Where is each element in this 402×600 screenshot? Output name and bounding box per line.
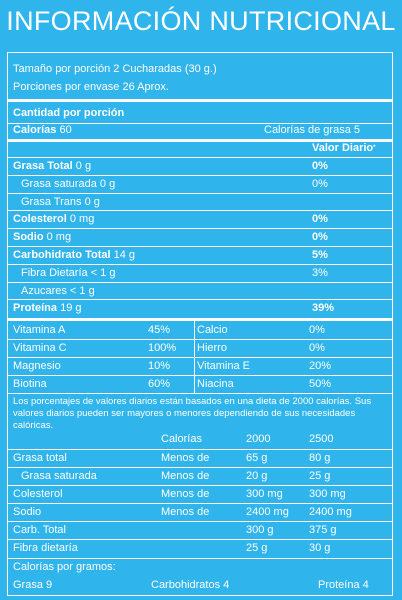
divider-dv [8,157,392,158]
ref-row-2500: 25 g [309,470,331,482]
divider-nutrient [8,299,392,300]
divider-nutrient [8,228,392,229]
vitamin-left-label: Magnesio [13,360,61,372]
fat-calories: Calorías de grasa 5 [264,124,360,136]
amount-header: Cantidad por porción [13,107,125,119]
cpg-protein: Proteína 4 [318,579,369,591]
ref-row-2500: 30 g [309,542,331,554]
nutrient-amount: 0 g [99,177,116,190]
nutrition-facts-panel [7,52,393,596]
nutrient-amount: < 1 g [90,266,116,279]
divider-ref-row [8,521,392,522]
ref-header-2000: 2000 [246,433,271,445]
serving-size: Tamaño por porción 2 Cucharadas (30 g.) [13,63,217,75]
ref-row-name: Colesterol [13,488,63,500]
nutrient-label: Grasa Total [13,160,73,172]
nutrient-row [13,160,91,173]
daily-value-asterisk: * [373,145,376,151]
nutrient-row [21,267,115,280]
nutrient-amount: 19 g [60,302,82,315]
ref-row-2500: 300 mg [309,488,346,500]
footnote-line: calóricas. [13,420,54,431]
ref-row-2000: 300 mg [246,488,283,500]
ref-row-2000: 25 g [246,542,268,554]
ref-row-2000: 20 g [246,470,268,482]
divider-ref-row [8,485,392,486]
nutrient-amount: 0 g [84,195,100,208]
ref-row-2500: 375 g [309,524,337,536]
ref-row-name: Grasa total [13,452,67,464]
daily-value-label: Valor Diario [312,142,374,154]
nutrient-amount: 0 g [75,160,92,172]
divider-vitamins [8,393,392,394]
nutrient-row [21,196,100,209]
nutrient-row [21,178,115,191]
nutrient-label: Azucares [21,284,67,297]
vitamin-right-label: Niacina [197,378,234,390]
nutrient-label: Proteína [13,302,58,315]
nutrient-label: Fibra Dietaría [21,266,88,279]
nutrient-row [21,285,95,298]
vitamin-right-value: 20% [309,360,332,372]
footnote-line: valores diarios pueden ser mayores o menores dependiendo de sus necesidades [13,408,356,419]
vitamin-right-value: 50% [309,378,332,390]
vitamin-right-label: Calcio [197,324,228,336]
ref-row-2000: 300 g [246,524,274,536]
divider-ref-row [8,503,392,504]
calories-row [13,124,72,137]
divider-ref-header [8,449,392,450]
nutrient-amount: < 1 g [69,284,95,297]
ref-row-qualifier: Menos de [161,470,210,482]
nutrient-label: Grasa saturada [21,177,97,190]
vitamin-left-label: Vitamina C [13,342,67,354]
cpg-carbs: Carbohidratos 4 [151,579,230,591]
divider-vitamin [8,339,392,340]
ref-row-2000: 2400 mg [246,506,289,518]
divider-ref-row [8,467,392,468]
divider-vitamin [8,375,392,376]
page-title: INFORMACIÓN NUTRICIONAL [6,6,396,36]
vitamin-left-label: Vitamina A [13,324,66,336]
nutrient-daily-value: 3% [312,266,328,279]
nutrient-label: Grasa Trans [21,195,82,208]
calories-value: 60 [59,124,72,136]
nutrient-daily-value: 0% [312,213,328,226]
nutrient-row [13,302,82,315]
ref-row-2500: 2400 mg [309,506,352,518]
divider-nutrient [8,264,392,265]
vitamin-left-value: 10% [148,360,171,372]
vitamin-right-label: Vitamina E [197,360,250,372]
vitamin-left-value: 45% [148,324,171,336]
ref-header-label: Calorías [161,433,202,445]
divider-thick-1 [8,99,392,102]
vitamins-col-divider [194,321,195,393]
ref-row-name: Fibra dietaría [13,542,78,554]
nutrient-daily-value: 0% [312,160,328,172]
vitamin-right-value: 0% [309,324,325,336]
nutrient-label: Carbohidrato Total [13,249,111,261]
nutrient-daily-value: 5% [312,249,328,261]
nutrient-amount: 0 mg [46,231,72,244]
ref-row-qualifier: Menos de [161,488,210,500]
divider-vitamin [8,357,392,358]
servings-per-container: Porciones por envase 26 Aprox. [13,81,169,93]
ref-row-2000: 65 g [246,452,268,464]
divider-nutrient [8,210,392,211]
daily-value-header [312,142,375,155]
ref-row-name: Carb. Total [13,524,66,536]
vitamin-right-label: Hierro [197,342,227,354]
divider-cpg [8,558,392,559]
vitamin-left-value: 60% [148,378,171,390]
ref-row-2500: 80 g [309,452,331,464]
divider-nutrient [8,175,392,176]
cpg-fat: Grasa 9 [13,579,53,591]
ref-header-2500: 2500 [309,433,334,445]
ref-row-qualifier: Menos de [161,452,210,464]
nutrient-label: Sodio [13,231,44,244]
nutrient-daily-value: 39% [312,302,335,315]
divider-nutrient [8,193,392,194]
nutrient-amount: 14 g [113,249,136,261]
ref-row-qualifier: Menos de [161,506,210,518]
ref-row-name: Grasa saturada [21,470,97,482]
cpg-title: Calorías por gramos: [13,561,116,573]
nutrient-label: Colesterol [13,213,67,226]
vitamin-right-value: 0% [309,342,325,354]
divider-nutrient [8,282,392,283]
nutrient-row [13,213,94,226]
nutrient-row [13,249,135,262]
nutrient-daily-value: 0% [312,177,328,190]
nutrient-row [13,231,71,244]
ref-row-name: Sodio [13,506,42,518]
divider-ref-row [8,539,392,540]
calories-label: Calorías [13,124,57,136]
footnote-line: Los porcentajes de valores diarios están basados en una dieta de 2000 calorías. Sus [13,396,372,407]
nutrient-amount: 0 mg [69,213,95,226]
divider-thick-3 [8,318,392,321]
nutrient-daily-value: 0% [312,231,328,244]
vitamin-left-value: 100% [148,342,177,354]
divider-nutrient [8,246,392,247]
vitamin-left-label: Biotina [13,378,47,390]
